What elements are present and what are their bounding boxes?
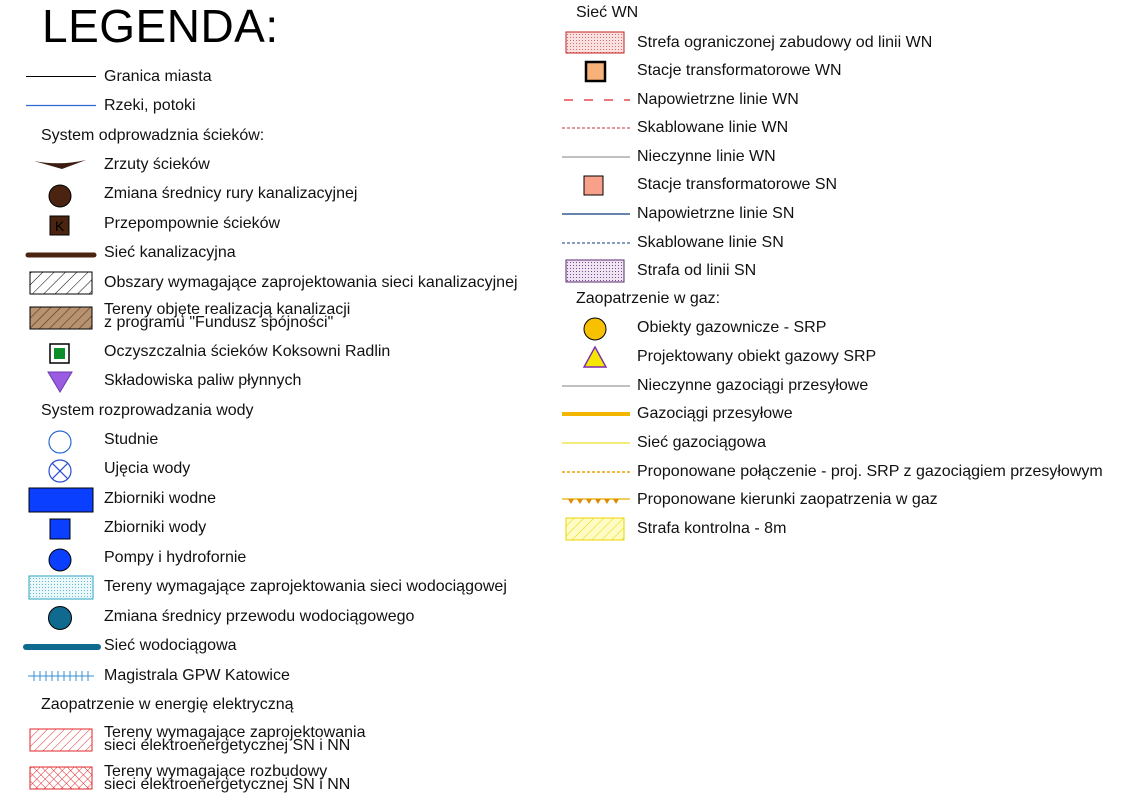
red-crosshatched-rect-symbol (24, 766, 98, 795)
legend-item-label: Zbiorniki wody (104, 519, 207, 536)
yellow-triangle-icon (558, 342, 632, 371)
yellow-hatched-rect-symbol (558, 514, 632, 543)
blue-filled-circle-icon (24, 543, 98, 572)
sewage-outfall-icon (24, 150, 98, 179)
legend-item-label: Obszary wymagające zaprojektowania sieci kanalizacyjnej (104, 274, 518, 291)
legend-item-label: Proponowane kierunki zaopatrzenia w gaz (637, 491, 938, 508)
gas-heading: Zaopatrzenie w gaz: (576, 290, 721, 307)
legend-item-label: Magistrala GPW Katowice (104, 667, 290, 684)
label-line-1: Tereny wymagające zaprojektowania (104, 724, 366, 741)
teal-thick-line-symbol (24, 631, 98, 660)
pump-station-icon (24, 209, 98, 238)
legend-item-label: Napowietrzne linie WN (637, 91, 799, 108)
crossed-circle-icon (24, 454, 98, 483)
legend-item-label: Strafa od linii SN (637, 262, 757, 279)
legend-item-label: Granica miasta (104, 68, 212, 85)
red-dashed-line-symbol (558, 85, 632, 114)
yellow-thin-line-symbol (558, 428, 632, 457)
blue-line-symbol (24, 91, 98, 120)
legend-item-label: Projektowany obiekt gazowy SRP (637, 348, 877, 365)
legend-item-label: Proponowane połączenie - proj. SRP z gazociągiem przesyłowym (637, 463, 1103, 480)
salmon-square-icon (558, 170, 632, 199)
well-circle-icon (24, 425, 98, 454)
legend-item-label: Oczyszczalnia ścieków Koksowni Radlin (104, 343, 391, 360)
legend-item-label: Sieć kanalizacyjna (104, 244, 236, 261)
legend-item-label: Tereny wymagające zaprojektowania sieci wodociągowej (104, 578, 507, 595)
label-line-2: sieci elektroenergetycznej SN i NN (104, 776, 351, 793)
purple-dotted-rect-symbol (558, 256, 632, 285)
black-line-symbol (24, 62, 98, 91)
legend-item-label: Zrzuty ścieków (104, 156, 210, 173)
legend-item-label: Obiekty gazownicze - SRP (637, 319, 827, 336)
legend-item-label: Zbiorniki wodne (104, 490, 217, 507)
brown-hatched-rect-symbol (24, 304, 98, 333)
legend-item-label: Strefa ograniczonej zabudowy od linii WN (637, 34, 933, 51)
ticked-line-symbol (24, 661, 98, 690)
orange-triangle-line-symbol (558, 485, 632, 514)
wn-heading: Sieć WN (576, 4, 639, 21)
legend-title: LEGENDA: (42, 0, 279, 52)
gold-thick-line-symbol (558, 399, 632, 428)
legend-item-label: Skablowane linie WN (637, 119, 789, 136)
orange-bold-square-icon (558, 56, 632, 85)
legend-item-label: Nieczynne gazociągi przesyłowe (637, 377, 869, 394)
teal-circle-icon (24, 602, 98, 631)
legend-item-label: Skablowane linie SN (637, 234, 784, 251)
legend-item-label: Stacje transformatorowe SN (637, 176, 838, 193)
red-hatched-rect-symbol (24, 727, 98, 756)
blue-rect-symbol (24, 484, 98, 513)
black-hatched-rect-symbol (24, 268, 98, 297)
orange-dotted-line-symbol (558, 457, 632, 486)
water-heading: System rozprowadzania wody (41, 402, 254, 419)
navy-line-symbol (558, 199, 632, 228)
sewage-heading: System odprowadznia ścieków: (41, 127, 265, 144)
legend-item-label: Rzeki, potoki (104, 97, 196, 114)
legend-item-label: Stacje transformatorowe WN (637, 62, 842, 79)
label-line-1: Tereny wymagające rozbudowy (104, 763, 328, 780)
label-line-2: sieci elektroenergetycznej SN i NN (104, 737, 351, 754)
label-line-1: Tereny objęte realizacją kanalizacji (104, 301, 351, 318)
legend-item-label (104, 765, 350, 791)
brown-thick-line-symbol (24, 238, 98, 267)
legend-item-label: Składowiska paliw płynnych (104, 372, 302, 389)
legend-item-label: Sieć gazociągowa (637, 434, 766, 451)
label-line-2: z programu "Fundusz spójności" (104, 314, 334, 331)
legend-item-label: Gazociągi przesyłowe (637, 405, 793, 422)
blue-square-icon (24, 513, 98, 542)
gray-line-symbol (558, 142, 632, 171)
legend-item-label: Napowietrzne linie SN (637, 205, 795, 222)
cyan-dotted-rect-symbol (24, 572, 98, 601)
legend-item-label (104, 303, 350, 329)
legend-item-label: Strafa kontrolna - 8m (637, 520, 787, 537)
treatment-plant-icon (24, 337, 98, 366)
red-dotted-line-symbol (558, 113, 632, 142)
legend-item-label: Zmiana średnicy rury kanalizacyjnej (104, 185, 358, 202)
navy-dotted-line-symbol (558, 228, 632, 257)
electric-heading: Zaopatrzenie w energię elektryczną (41, 696, 294, 713)
brown-circle-icon (24, 179, 98, 208)
legend-item-label: Ujęcia wody (104, 460, 191, 477)
legend-item-label (104, 726, 365, 752)
legend-item-label: Nieczynne linie WN (637, 148, 776, 165)
legend-item-label: Sieć wodociągowa (104, 637, 237, 654)
legend-item-label: Studnie (104, 431, 159, 448)
legend-item-label: Pompy i hydrofornie (104, 549, 247, 566)
pump-k-letter: K (54, 218, 65, 234)
gold-circle-icon (558, 313, 632, 342)
purple-triangle-icon (24, 366, 98, 395)
legend-item-label: Przepompownie ścieków (104, 215, 281, 232)
gray-line-symbol (558, 371, 632, 400)
legend-item-label: Zmiana średnicy przewodu wodociągowego (104, 608, 415, 625)
red-dotted-rect-symbol (558, 28, 632, 57)
